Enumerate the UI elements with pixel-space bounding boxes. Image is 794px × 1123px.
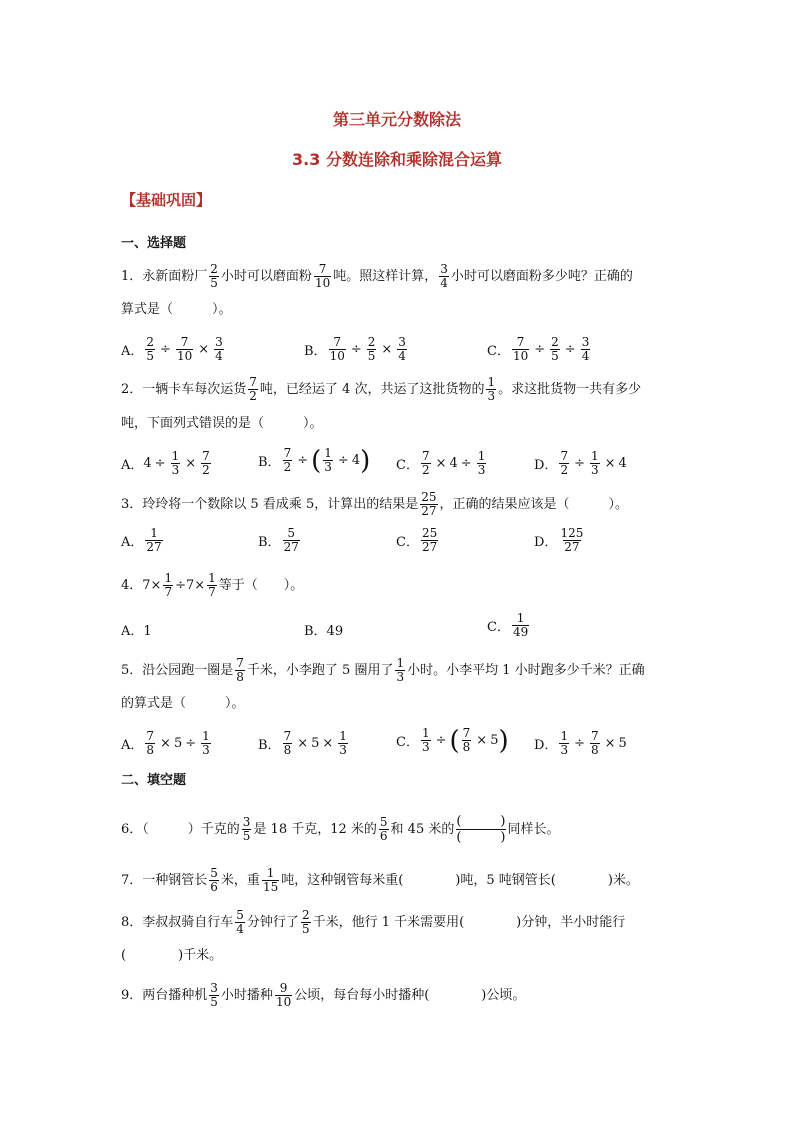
fraction: $\frac{2}{5}$: [210, 262, 218, 290]
q2-option-c[interactable]: C． $\frac{7}{2}$ × 4 ÷ $\frac{1}{3}$: [396, 449, 486, 477]
q1-option-c[interactable]: C． $\frac{7}{10}$ ÷ $\frac{2}{5}$ ÷ $\frac{3}{4}$: [487, 335, 590, 363]
q2-line2: 吨，下面列式错误的是（ ）。: [121, 416, 323, 431]
q8-line1: 8．李叔叔骑自行车 $\frac{5}{4}$ 分钟行了 $\frac{2}{5}$ 千米，他行 1 千米需要用( )分钟，半小时能行: [121, 908, 626, 936]
q5-line2: 的算式是（ ）。: [121, 696, 245, 711]
q9-line1: 9．两台播种机 $\frac{3}{5}$ 小时播种 $\frac{9}{10}$ 公顷，每台每小时播种( )公顷。: [121, 981, 526, 1009]
q1-option-b[interactable]: B． $\frac{7}{10}$ ÷ $\frac{2}{5}$ × $\frac{3}{4}$: [304, 335, 406, 363]
q5-option-b[interactable]: B． $\frac{7}{8}$ × 5 × $\frac{1}{3}$: [258, 729, 347, 757]
section-tag: 【基础巩固】: [121, 191, 212, 209]
q5-option-a[interactable]: A． $\frac{7}{8}$ × 5 ÷ $\frac{1}{3}$: [121, 729, 210, 757]
q3-option-a[interactable]: A． $\frac{1}{27}$: [121, 526, 162, 554]
unit-title: 第三单元分数除法: [332, 110, 461, 129]
q2-option-a[interactable]: A． 4 ÷ $\frac{1}{3}$ × $\frac{7}{2}$: [121, 449, 210, 477]
q3-option-b[interactable]: B． $\frac{5}{27}$: [258, 526, 299, 554]
fraction: $\frac{3}{4}$: [440, 262, 448, 290]
q8-line2: ( )千米。: [121, 948, 223, 963]
q4-option-c[interactable]: C． $\frac{1}{49}$: [487, 611, 529, 639]
lesson-title: 3.3 分数连除和乘除混合运算: [292, 150, 502, 169]
q4-line1: 4．7× $\frac{1}{7}$ ÷7× $\frac{1}{7}$ 等于（ ）。: [121, 571, 304, 599]
choice-heading: 一、选择题: [121, 236, 187, 251]
q1-line2: 算式是（ ）。: [121, 302, 232, 317]
q4-option-b[interactable]: B．49: [304, 624, 344, 639]
q2-line1: 2．一辆卡车每次运货 $\frac{7}{2}$ 吨，已经运了 4 次，共运了这批货物的 $\frac{1}{3}$ 。求这批货物一共有多少: [121, 375, 642, 403]
q1-line1: 1．永新面粉厂 $\frac{2}{5}$ 小时可以磨面粉 $\frac{7}{10}$ 吨。照这样计算， $\frac{3}{4}$ 小时可以磨面粉多少吨？正确的: [121, 262, 633, 290]
answer-fraction-blank[interactable]: $\frac{( )}{( )}$: [456, 814, 506, 845]
q7-line1: 7．一种钢管长 $\frac{5}{6}$ 米，重 $\frac{1}{15}$ 吨，这种钢管每米重( )吨，5 吨钢管长( )米。: [121, 866, 639, 894]
q5-option-d[interactable]: D． $\frac{1}{3}$ ÷ $\frac{7}{8}$ × 5: [534, 729, 627, 757]
q3-option-c[interactable]: C． $\frac{25}{27}$: [396, 526, 438, 554]
q2-option-b[interactable]: B． $\frac{7}{2}$ ÷ ( $\frac{1}{3}$ ÷ 4 ): [258, 445, 371, 476]
q3-option-d[interactable]: D． $\frac{125}{27}$: [534, 526, 584, 554]
q1-option-a[interactable]: A． $\frac{2}{5}$ ÷ $\frac{7}{10}$ × $\frac{3}{4}$: [121, 335, 223, 363]
fraction: $\frac{7}{10}$: [314, 262, 331, 290]
q4-option-a[interactable]: A．1: [121, 624, 152, 639]
q2-option-d[interactable]: D． $\frac{7}{2}$ ÷ $\frac{1}{3}$ × 4: [534, 449, 627, 477]
q3-line1: 3．玲玲将一个数除以 5 看成乘 5，计算出的结果是 $\frac{25}{27}$ ，正确的结果应该是（ ）。: [121, 490, 629, 518]
fill-heading: 二、填空题: [121, 773, 187, 788]
q5-line1: 5．沿公园跑一圈是 $\frac{7}{8}$ 千米，小李跑了 5 圈用了 $\frac{1}{3}$ 小时。小李平均 1 小时跑多少千米？正确: [121, 656, 645, 684]
q5-option-c[interactable]: C． $\frac{1}{3}$ ÷ ( $\frac{7}{8}$ × 5 ): [396, 725, 509, 756]
q6-line1: 6．（ ）千克的 $\frac{3}{5}$ 是 18 千克，12 米的 $\frac{5}{6}$ 和 45 米的 $\frac{( )}{( )}$ 同样长。: [121, 814, 560, 845]
